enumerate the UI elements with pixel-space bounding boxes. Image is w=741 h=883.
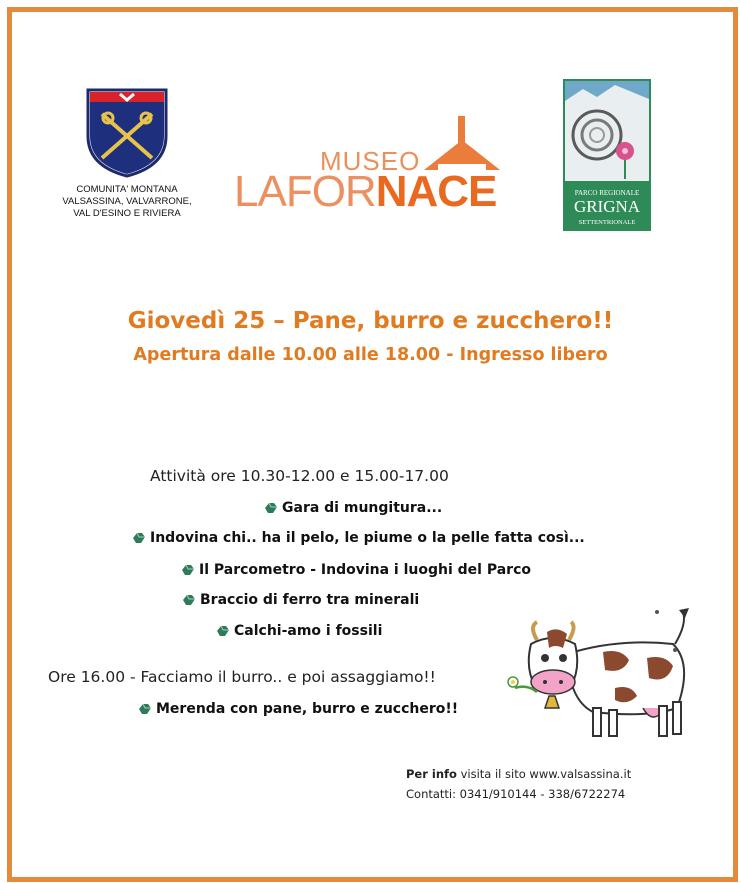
list-item xyxy=(264,500,442,516)
activities-intro: Attività ore 10.30-12.00 e 15.00-17.00 xyxy=(150,467,449,485)
green-gem-bullet-icon xyxy=(216,625,230,637)
parco-grigna-logo xyxy=(563,79,651,231)
list-item xyxy=(182,592,419,608)
info-website: visita il sito www.valsassina.it xyxy=(456,767,632,781)
shield-logo-icon xyxy=(86,88,168,178)
event-title: Giovedì 25 – Pane, burro e zucchero!! xyxy=(127,308,614,334)
activity-label: Indovina chi.. ha il pelo, le piume o la pelle fatta così... xyxy=(150,530,585,546)
list-item xyxy=(216,623,382,639)
logo-text-line: COMUNITA' MONTANA xyxy=(76,184,178,195)
green-gem-bullet-icon xyxy=(181,564,195,576)
activity-label: Gara di mungitura... xyxy=(282,500,443,516)
list-item xyxy=(181,562,531,578)
activity-label: Calchi-amo i fossili xyxy=(234,623,383,639)
info-line xyxy=(406,764,631,784)
event-subtitle: Apertura dalle 10.00 alle 18.00 - Ingresso libero xyxy=(133,345,608,365)
afternoon-text: Ore 16.00 - Facciamo il burro.. e poi assaggiamo!! xyxy=(48,668,436,686)
parco-line1: PARCO REGIONALE xyxy=(574,189,640,197)
cow-illustration xyxy=(497,604,707,744)
green-gem-bullet-icon xyxy=(132,532,146,544)
green-gem-bullet-icon xyxy=(182,594,196,606)
activity-label: Braccio di ferro tra minerali xyxy=(200,592,420,608)
contacts-line: Contatti: 0341/910144 - 338/6722274 xyxy=(406,787,626,801)
activity-label: Il Parcometro - Indovina i luoghi del Parco xyxy=(199,562,531,578)
info-block xyxy=(406,764,631,804)
logo-text-line: VAL D'ESINO E RIVIERA xyxy=(73,208,181,219)
kiln-chimney-icon xyxy=(422,112,502,174)
parco-line3: SETTENTRIONALE xyxy=(578,219,636,226)
info-label: Per info xyxy=(406,767,457,781)
museo-text: MUSEO xyxy=(320,146,421,176)
comunita-montana-logo xyxy=(62,88,192,220)
fornace-text: LAFORNACE xyxy=(234,167,497,216)
list-item xyxy=(132,530,585,546)
green-gem-bullet-icon xyxy=(138,703,152,715)
list-item xyxy=(138,701,458,717)
green-gem-bullet-icon xyxy=(264,502,278,514)
parco-line2: GRIGNA xyxy=(573,197,641,216)
merenda-label: Merenda con pane, burro e zucchero!! xyxy=(156,701,459,717)
museo-fornace-logo xyxy=(232,112,502,222)
logo-text-line: VALSASSINA, VALVARRONE, xyxy=(62,196,192,207)
